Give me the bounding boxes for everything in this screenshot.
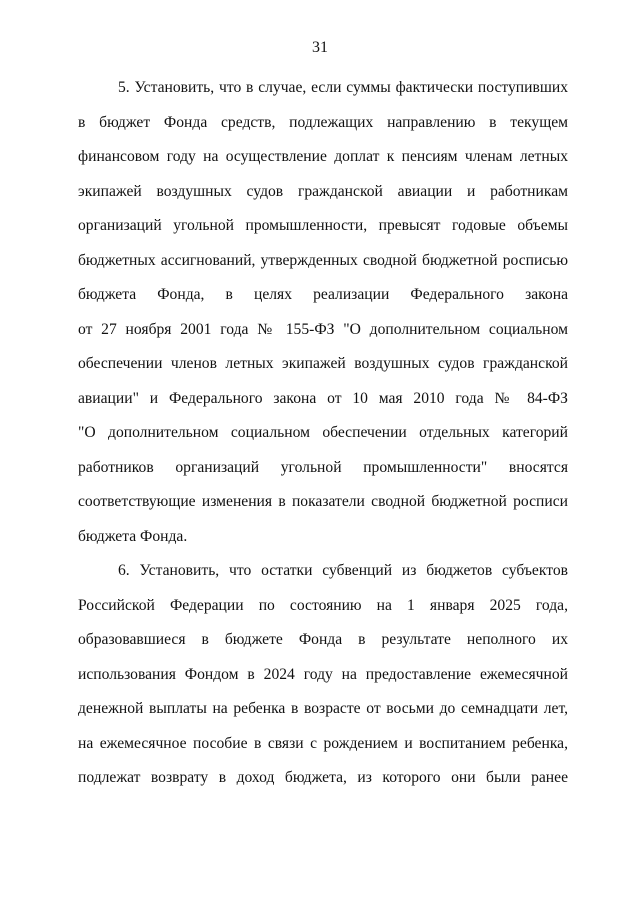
text-line: организаций угольной промышленности, превысят годовые объемы: [78, 217, 568, 234]
text-line: на ежемесячное пособие в связи с рождением и воспитанием ребенка,: [78, 734, 568, 752]
text-line: обеспечении членов летных экипажей воздушных судов гражданской: [78, 355, 568, 372]
text-line: подлежат возврату в доход бюджета, из которого они были ранее: [78, 769, 568, 786]
text-line: использования Фондом в 2024 году на предоставление ежемесячной: [78, 665, 568, 683]
text-line: от 27 ноября 2001 года № 155-ФЗ "О дополнительном социальном: [78, 320, 568, 338]
paragraph-5: [78, 76, 568, 559]
text-line: 5. Установить, что в случае, если суммы фактически поступивших: [118, 79, 568, 96]
text-line: 6. Установить, что остатки субвенций из бюджетов субъектов: [118, 562, 568, 579]
document-body: [78, 76, 568, 801]
text-line: бюджета Фонда, в целях реализации Федерального закона: [78, 286, 568, 303]
text-line: экипажей воздушных судов гражданской авиации и работникам: [78, 182, 568, 200]
text-line: бюджета Фонда.: [78, 527, 188, 545]
page-number: 31: [312, 39, 328, 56]
text-line: в бюджет Фонда средств, подлежащих направлению в текущем: [78, 113, 568, 131]
text-line: работников организаций угольной промышленности" вносятся: [78, 458, 568, 476]
text-line: финансовом году на осуществление доплат к пенсиям членам летных: [78, 148, 568, 165]
paragraph-6: [78, 559, 568, 801]
text-line: бюджетных ассигнований, утвержденных сводной бюджетной росписью: [78, 251, 568, 269]
text-line: соответствующие изменения в показатели сводной бюджетной росписи: [78, 493, 568, 510]
text-line: денежной выплаты на ребенка в возрасте от восьми до семнадцати лет,: [78, 700, 568, 717]
text-line: Российской Федерации по состоянию на 1 января 2025 года,: [78, 596, 568, 614]
text-line: авиации" и Федерального закона от 10 мая 2010 года № 84-ФЗ: [78, 389, 568, 407]
text-line: образовавшиеся в бюджете Фонда в результате неполного их: [78, 631, 568, 648]
text-line: "О дополнительном социальном обеспечении отдельных категорий: [78, 424, 568, 441]
